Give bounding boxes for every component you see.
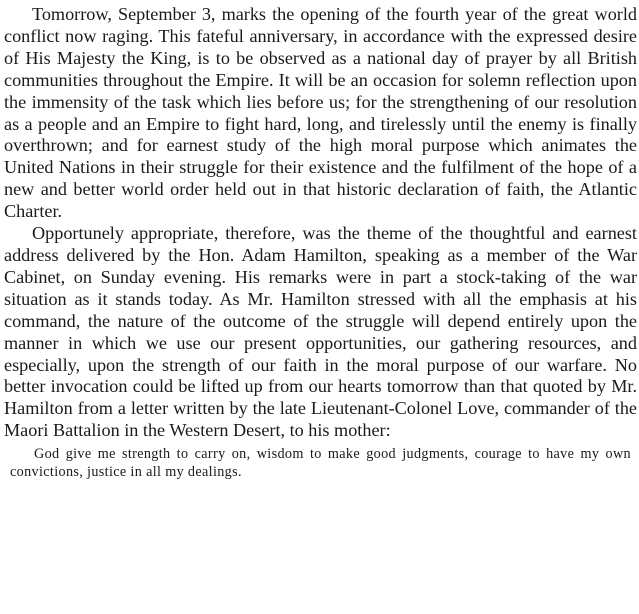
- article-paragraph-1: Tomorrow, September 3, marks the opening of the fourth year of the great world conflict now raging. This fateful anniversary, in accordance with the expressed desire of His Majesty the King, is to be observed as a national day of prayer by all British communities throughout the Empire. It will be an occasion for solemn reflection upon the immensity of the task which lies before us; for the strengthening of our resolution as a people and an Empire to fight hard, long, and tirelessly until the enemy is finally overthrown; and for earnest study of the high moral purpose which animates the United Nations in their struggle for their existence and the fulfilment of the hope of a new and better world order held out in that historic declaration of faith, the Atlantic Charter.: [4, 4, 637, 222]
- quoted-prayer: God give me strength to carry on, wisdom to make good judgments, courage to have my own convictions, justice in all my dealings.: [10, 446, 631, 481]
- article-paragraph-2: Opportunely appropriate, therefore, was the theme of the thoughtful and earnest address delivered by the Hon. Adam Hamilton, speaking as a member of the War Cabinet, on Sunday evening. His remarks were in part a stock-taking of the war situation as it stands today. As Mr. Hamilton stressed with all the emphasis at his command, the nature of the outcome of the struggle will depend entirely upon the manner in which we use our present opportunities, our gathering resources, and especially, upon the strength of our faith in the moral purpose of our warfare. No better invocation could be lifted up from our hearts tomorrow than that quoted by Mr. Hamilton from a letter written by the late Lieutenant-Colonel Love, commander of the Maori Battalion in the Western Desert, to his mother:: [4, 223, 637, 441]
